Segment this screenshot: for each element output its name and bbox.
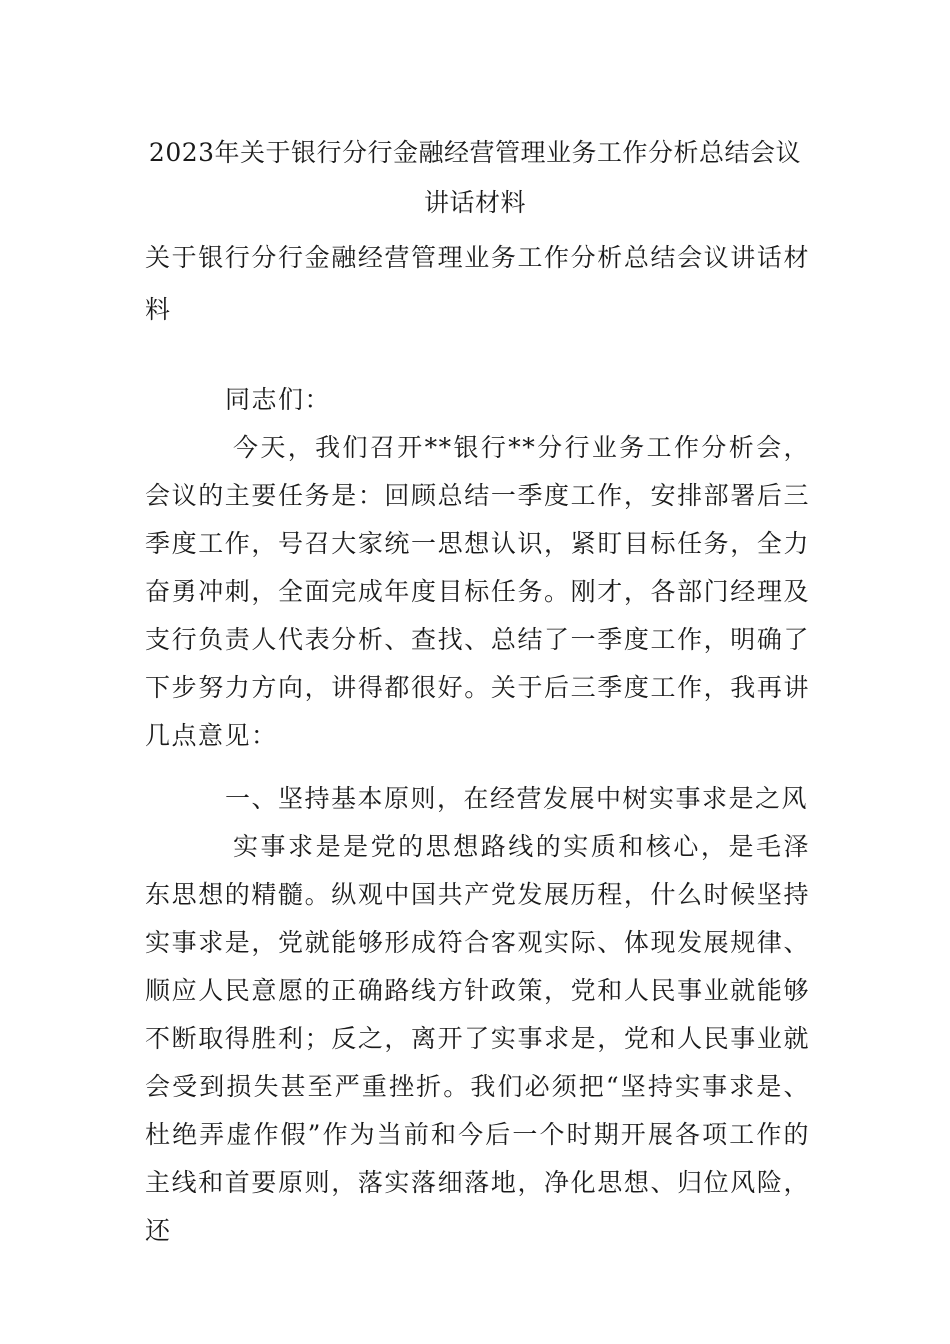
paragraph-section-1: 实事求是是党的思想路线的实质和核心，是毛泽东思想的精髓。纵观中国共产党发展历程，什么时候坚持实事求是，党就能够形成符合客观实际、体现发展规律、顺应人民意愿的正确路线方针政策，党和人民事业就能够不断取得胜利；反之，离开了实事求是，党和人民事业就会受到损失甚至严重挫折。我们必须把“坚持实事求是、杜绝弄虚作假”作为当前和今后一个时期开展各项工作的主线和首要原则，落实落细落地，净化思想、归位风险，还 — [145, 832, 810, 1245]
section-heading-1: 一、坚持基本原则，在经营发展中树实事求是之风 — [225, 784, 809, 813]
paragraph-opening: 今天，我们召开**银行**分行业务工作分析会，会议的主要任务是：回顾总结一季度工作，安排部署后三季度工作，号召大家统一思想认识，紧盯目标任务，全力奋勇冲刺，全面完成年度目标任务。刚才，各部门经理及支行负责人代表分析、查找、总结了一季度工作，明确了下步努力方向，讲得都很好。关于后三季度工作，我再讲几点意见： — [145, 433, 810, 750]
document-title: 2023年关于银行分行金融经营管理业务工作分析总结会议讲话材料 — [148, 138, 802, 217]
greeting: 同志们： — [225, 385, 332, 414]
document-subtitle: 关于银行分行金融经营管理业务工作分析总结会议讲话材料 — [145, 243, 810, 324]
